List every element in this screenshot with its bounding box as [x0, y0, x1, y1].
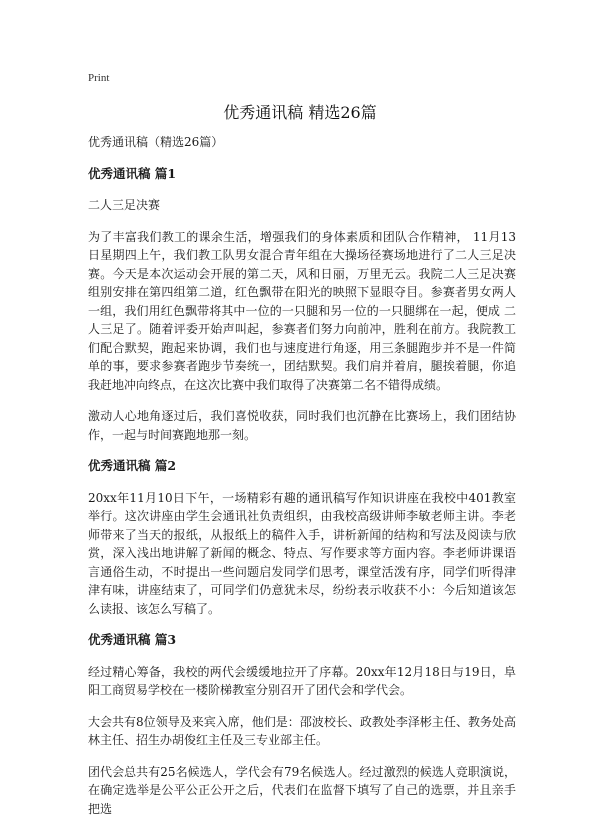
- page-title: 优秀通讯稿 精选26篇: [223, 103, 377, 122]
- section-3-paragraph: 经过精心筹备，我校的两代会缓缓地拉开了序幕。20xx年12月18日与19日，阜阳工商贸易学校在一楼阶梯教室分别召开了团代会和学代会。: [88, 664, 516, 697]
- section-1-paragraph: 二人三足决赛: [88, 198, 161, 212]
- section-heading-3: 优秀通讯稿 篇3: [88, 632, 177, 647]
- section-1-paragraph: 激动人心地角逐过后，我们喜悦收获，同时我们也沉静在比赛场上，我们团结协作，一起与时间赛跑地那一刻。: [88, 409, 516, 442]
- document-body: [88, 133, 516, 831]
- section-1-paragraph: 为了丰富我们教工的课余生活，增强我们的身体素质和团队合作精神， 11月13日星期四上午，我们教工队男女混合青年组在大操场径赛场地进行了二人三足决赛。今天是本次运动会开展的第二天，风和日丽，万里无云。我院二人三足决赛组别安排在第四组第二道，红色飘带在阳光的映照下显眼夺目。参赛者男女两人一组，我们用红色飘带将其中一位的一只腿和另一位的一只腿绑在一起，便成 二人三足了。随着评委开始声叫起，参赛者们努力向前冲，胜利在前方。我院教工们配合默契，跑起来协调，我们也与速度进行角逐，用三条腿跑步并不是一件简单的事，要求参赛者跑步节奏统一，团结默契。我们肩并着肩，腿挨着腿，你追我赶地冲向终点，在这次比赛中我们取得了决赛第二名不错得成绩。: [88, 229, 516, 392]
- section-3-paragraph: 团代会总共有25名候选人，学代会有79名候选人。经过激烈的候选人竞职演说，在确定选举是公平公正公开之后，代表们在监督下填写了自己的选票，并且亲手把选: [88, 764, 516, 816]
- section-heading-1: 优秀通讯稿 篇1: [88, 165, 177, 181]
- document-subtitle: 优秀通讯稿（精选26篇）: [88, 135, 224, 149]
- section-3-paragraph: 大会共有8位领导及来宾入席，他们是：邵波校长、政教处李泽彬主任、教务处高林主任、招生办胡俊红主任及三专业部主任。: [88, 714, 516, 747]
- section-heading-2: 优秀通讯稿 篇2: [88, 458, 177, 473]
- print-label[interactable]: Print: [88, 72, 110, 84]
- section-2-paragraph: 20xx年11月10日下午，一场精彩有趣的通讯稿写作知识讲座在我校中401教室举行。这次讲座由学生会通讯社负责组织，由我校高级讲师李敏老师主讲。李老师带来了当天的报纸，从报纸上的稿件入手，讲析新闻的结构和写法及阅读与欣赏，深入浅出地讲解了新闻的概念、特点、写作要求等方面内容。李老师讲课语言通俗生动，不时提出一些问题启发同学们思考，课堂活泼有序，同学们听得津津有味，讲座结束了，可同学们仍意犹未尽，纷纷表示收获不小：今后知道该怎么读报、该怎么写稿了。: [88, 490, 516, 616]
